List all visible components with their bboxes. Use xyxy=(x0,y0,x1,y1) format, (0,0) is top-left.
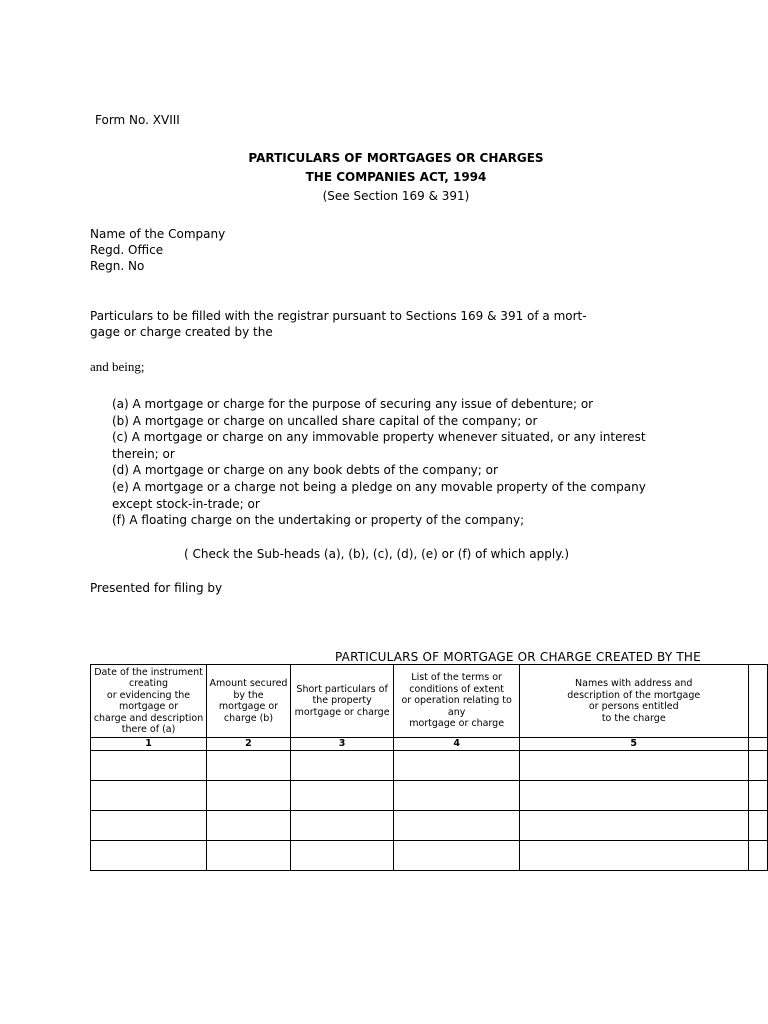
header-date-of-instrument: Date of the instrument creating or evidencing the mortgage or charge and description there of (a) xyxy=(91,665,207,738)
table-row xyxy=(91,811,768,841)
table-cell xyxy=(207,841,291,871)
company-name-label: Name of the Company xyxy=(90,227,226,241)
paragraph-line: gage or charge created by the xyxy=(90,325,273,339)
table-title: PARTICULARS OF MORTGAGE OR CHARGE CREATED BY THE xyxy=(335,650,701,664)
form-title: PARTICULARS OF MORTGAGES OR CHARGES xyxy=(248,151,544,165)
subhead-c: (c) A mortgage or charge on any immovable property whenever situated, or any interest xyxy=(112,430,646,445)
paragraph-line: Particulars to be filled with the registrar pursuant to Sections 169 & 391 of a mort- xyxy=(90,309,587,323)
table-cell xyxy=(519,781,748,811)
table-cell xyxy=(290,841,393,871)
table-cell xyxy=(394,751,520,781)
column-number xyxy=(748,738,767,751)
subhead-c-continued: therein; or xyxy=(112,446,175,461)
table-row xyxy=(91,751,768,781)
header-cut-off-column xyxy=(748,665,767,738)
table-cell xyxy=(290,751,393,781)
subhead-a: (a) A mortgage or charge for the purpose of securing any issue of debenture; or xyxy=(112,397,594,411)
table-cell xyxy=(748,751,767,781)
subhead-e: (e) A mortgage or a charge not being a pledge on any movable property of the company xyxy=(112,479,646,494)
column-number: 2 xyxy=(207,738,291,751)
table-cell xyxy=(91,751,207,781)
presented-for-filing-label: Presented for filing by xyxy=(90,581,223,595)
table-cell xyxy=(748,781,767,811)
section-reference: (See Section 169 & 391) xyxy=(322,189,470,203)
table-cell xyxy=(207,781,291,811)
registered-office-label: Regd. Office xyxy=(90,243,164,257)
table-cell xyxy=(394,811,520,841)
table-cell xyxy=(748,841,767,871)
and-being-text: and being; xyxy=(90,359,145,374)
table-cell xyxy=(394,841,520,871)
table-cell xyxy=(519,811,748,841)
header-short-particulars: Short particulars of the property mortgage or charge xyxy=(290,665,393,738)
table-cell xyxy=(748,811,767,841)
form-number: Form No. XVIII xyxy=(95,113,180,127)
column-number: 1 xyxy=(91,738,207,751)
subhead-f: (f) A floating charge on the undertaking or property of the company; xyxy=(112,513,525,528)
subheads-list xyxy=(112,396,646,529)
table-row xyxy=(91,841,768,871)
check-subheads-note: ( Check the Sub-heads (a), (b), (c), (d), (e) or (f) of which apply.) xyxy=(184,547,570,561)
subhead-e-continued: except stock-in-trade; or xyxy=(112,496,260,511)
table-header-row xyxy=(91,665,768,738)
header-terms-conditions: List of the terms or conditions of extent or operation relating to any mortgage or charge xyxy=(394,665,520,738)
table-row xyxy=(91,781,768,811)
header-names-address: Names with address and description of the mortgage or persons entitled to the charge xyxy=(519,665,748,738)
table-cell xyxy=(91,811,207,841)
particulars-paragraph xyxy=(90,308,587,340)
table-cell xyxy=(290,781,393,811)
company-fields xyxy=(90,226,225,274)
registration-number-label: Regn. No xyxy=(90,259,145,273)
column-number: 3 xyxy=(290,738,393,751)
table-cell xyxy=(91,781,207,811)
column-number-row xyxy=(91,738,768,751)
table-cell xyxy=(91,841,207,871)
table-cell xyxy=(207,811,291,841)
header-amount-secured: Amount secured by the mortgage or charge (b) xyxy=(207,665,291,738)
particulars-table xyxy=(90,664,768,871)
subhead-d: (d) A mortgage or charge on any book debts of the company; or xyxy=(112,463,498,478)
table-cell xyxy=(519,841,748,871)
column-number: 5 xyxy=(519,738,748,751)
act-title: THE COMPANIES ACT, 1994 xyxy=(305,170,487,184)
table-cell xyxy=(207,751,291,781)
table-cell xyxy=(519,751,748,781)
table-cell xyxy=(290,811,393,841)
subhead-b: (b) A mortgage or charge on uncalled share capital of the company; or xyxy=(112,413,538,428)
table-cell xyxy=(394,781,520,811)
column-number: 4 xyxy=(394,738,520,751)
